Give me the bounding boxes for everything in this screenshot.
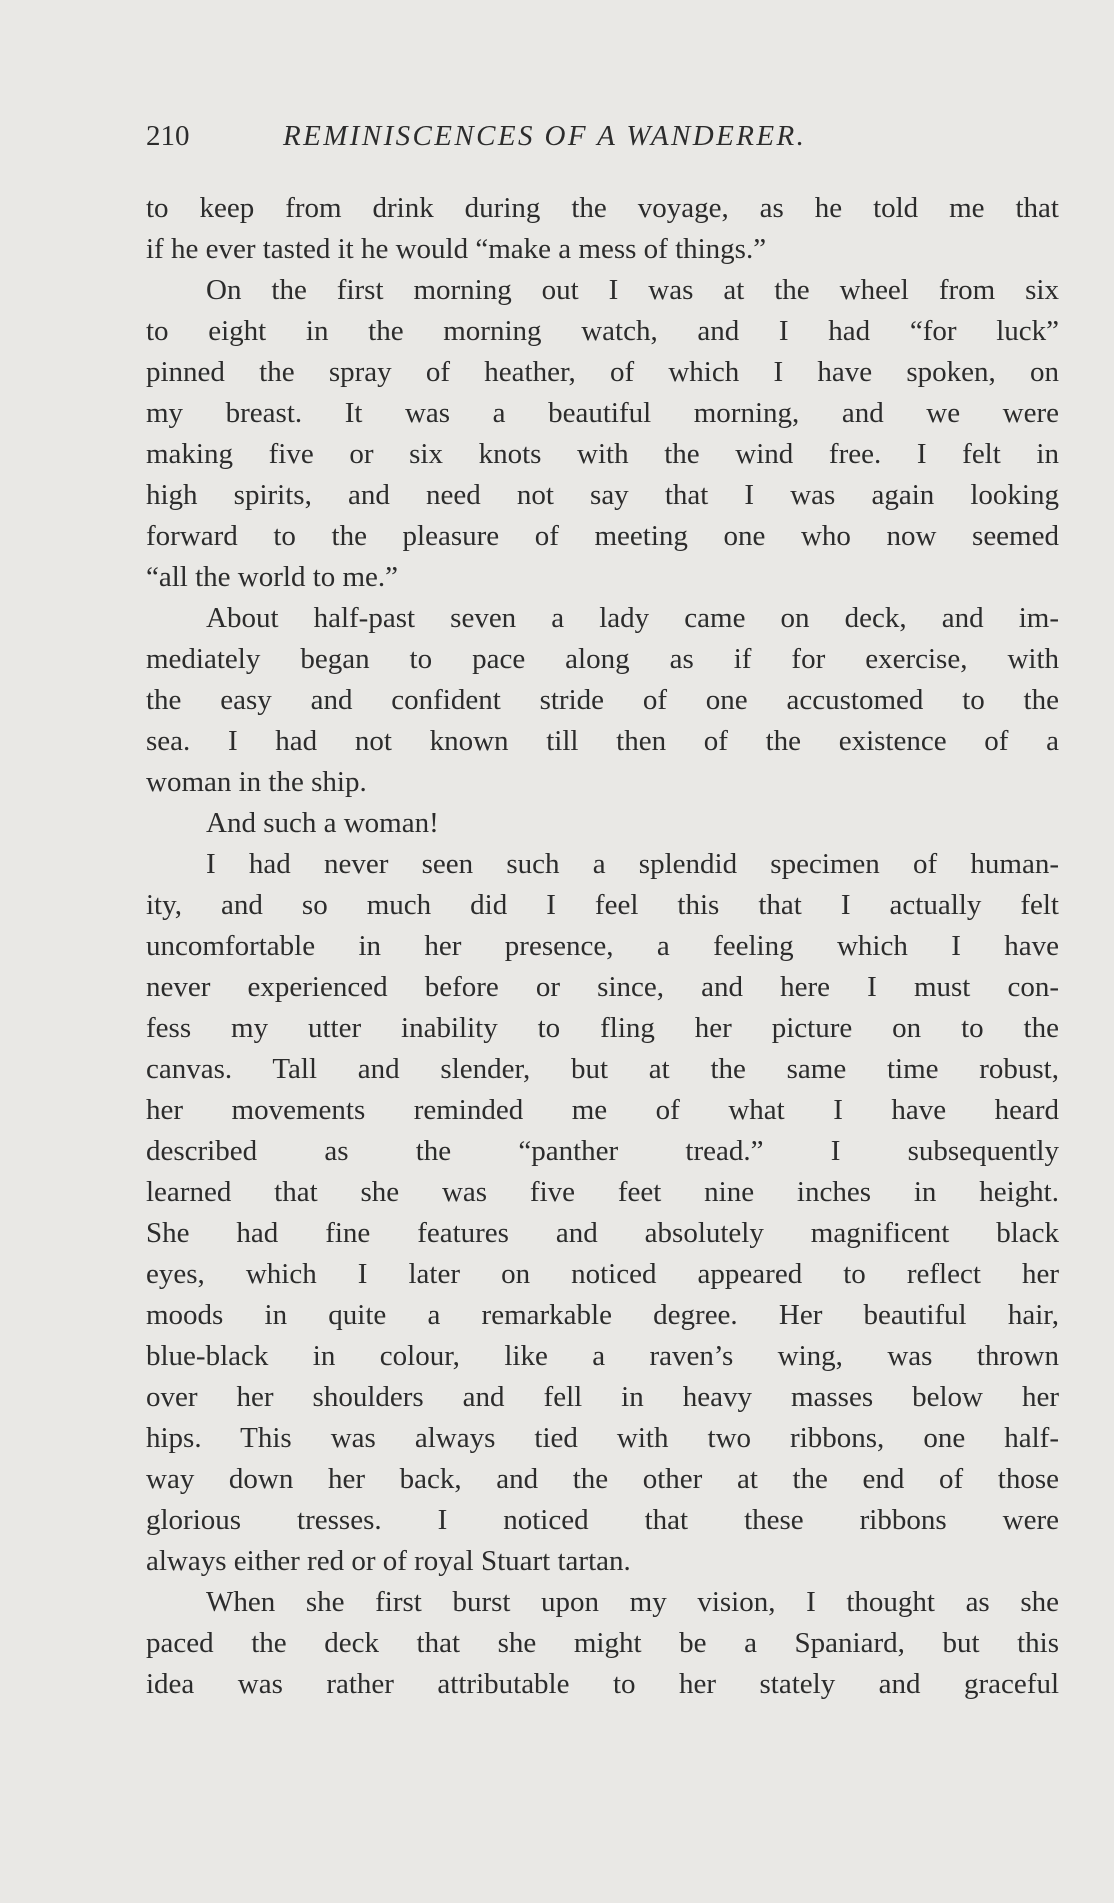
paragraph-start-line: I had never seen such a splendid specimen of human- (206, 848, 1059, 880)
text-line: hips. This was always tied with two ribbons, one half- (146, 1422, 1059, 1454)
text-line: to keep from drink during the voyage, as he told me that (146, 192, 1059, 224)
text-line: paced the deck that she might be a Spaniard, but this (146, 1627, 1059, 1659)
text-line: sea. I had not known till then of the existence of a (146, 725, 1059, 757)
text-line: my breast. It was a beautiful morning, and we were (146, 397, 1059, 429)
text-line: “all the world to me.” (146, 561, 399, 593)
text-line: She had fine features and absolutely magnificent black (146, 1217, 1059, 1249)
text-line: canvas. Tall and slender, but at the same time robust, (146, 1053, 1059, 1085)
text-line: if he ever tasted it he would “make a mess of things.” (146, 233, 767, 265)
text-line: ity, and so much did I feel this that I actually felt (146, 889, 1059, 921)
paragraph-start-line: When she first burst upon my vision, I thought as she (206, 1586, 1059, 1618)
text-line: eyes, which I later on noticed appeared to reflect her (146, 1258, 1059, 1290)
text-line: high spirits, and need not say that I was again looking (146, 479, 1059, 511)
paragraph-start-line: On the first morning out I was at the wheel from six (206, 274, 1059, 306)
text-line: fess my utter inability to fling her picture on to the (146, 1012, 1059, 1044)
text-line: mediately began to pace along as if for exercise, with (146, 643, 1059, 675)
text-line: way down her back, and the other at the end of those (146, 1463, 1059, 1495)
text-line: moods in quite a remarkable degree. Her beautiful hair, (146, 1299, 1059, 1331)
text-line: forward to the pleasure of meeting one who now seemed (146, 520, 1059, 552)
text-line: the easy and confident stride of one accustomed to the (146, 684, 1059, 716)
running-head: REMINISCENCES OF A WANDERER. (283, 120, 807, 152)
text-line: never experienced before or since, and here I must con- (146, 971, 1059, 1003)
text-line: over her shoulders and fell in heavy masses below her (146, 1381, 1059, 1413)
text-line: pinned the spray of heather, of which I have spoken, on (146, 356, 1059, 388)
text-line: glorious tresses. I noticed that these ribbons were (146, 1504, 1059, 1536)
paragraph-start-line: And such a woman! (206, 807, 439, 839)
page-number: 210 (146, 120, 190, 152)
text-line: woman in the ship. (146, 766, 367, 798)
text-line: learned that she was five feet nine inches in height. (146, 1176, 1059, 1208)
text-line: always either red or of royal Stuart tartan. (146, 1545, 631, 1577)
text-line: blue-black in colour, like a raven’s wing, was thrown (146, 1340, 1059, 1372)
text-line: making five or six knots with the wind free. I felt in (146, 438, 1059, 470)
text-line: idea was rather attributable to her stately and graceful (146, 1668, 1059, 1700)
text-line: to eight in the morning watch, and I had “for luck” (146, 315, 1059, 347)
paragraph-start-line: About half-past seven a lady came on deck, and im- (206, 602, 1059, 634)
text-line: her movements reminded me of what I have heard (146, 1094, 1059, 1126)
text-line: described as the “panther tread.” I subsequently (146, 1135, 1059, 1167)
page-header (146, 116, 1059, 156)
body-text (146, 188, 1059, 1705)
text-line: uncomfortable in her presence, a feeling which I have (146, 930, 1059, 962)
